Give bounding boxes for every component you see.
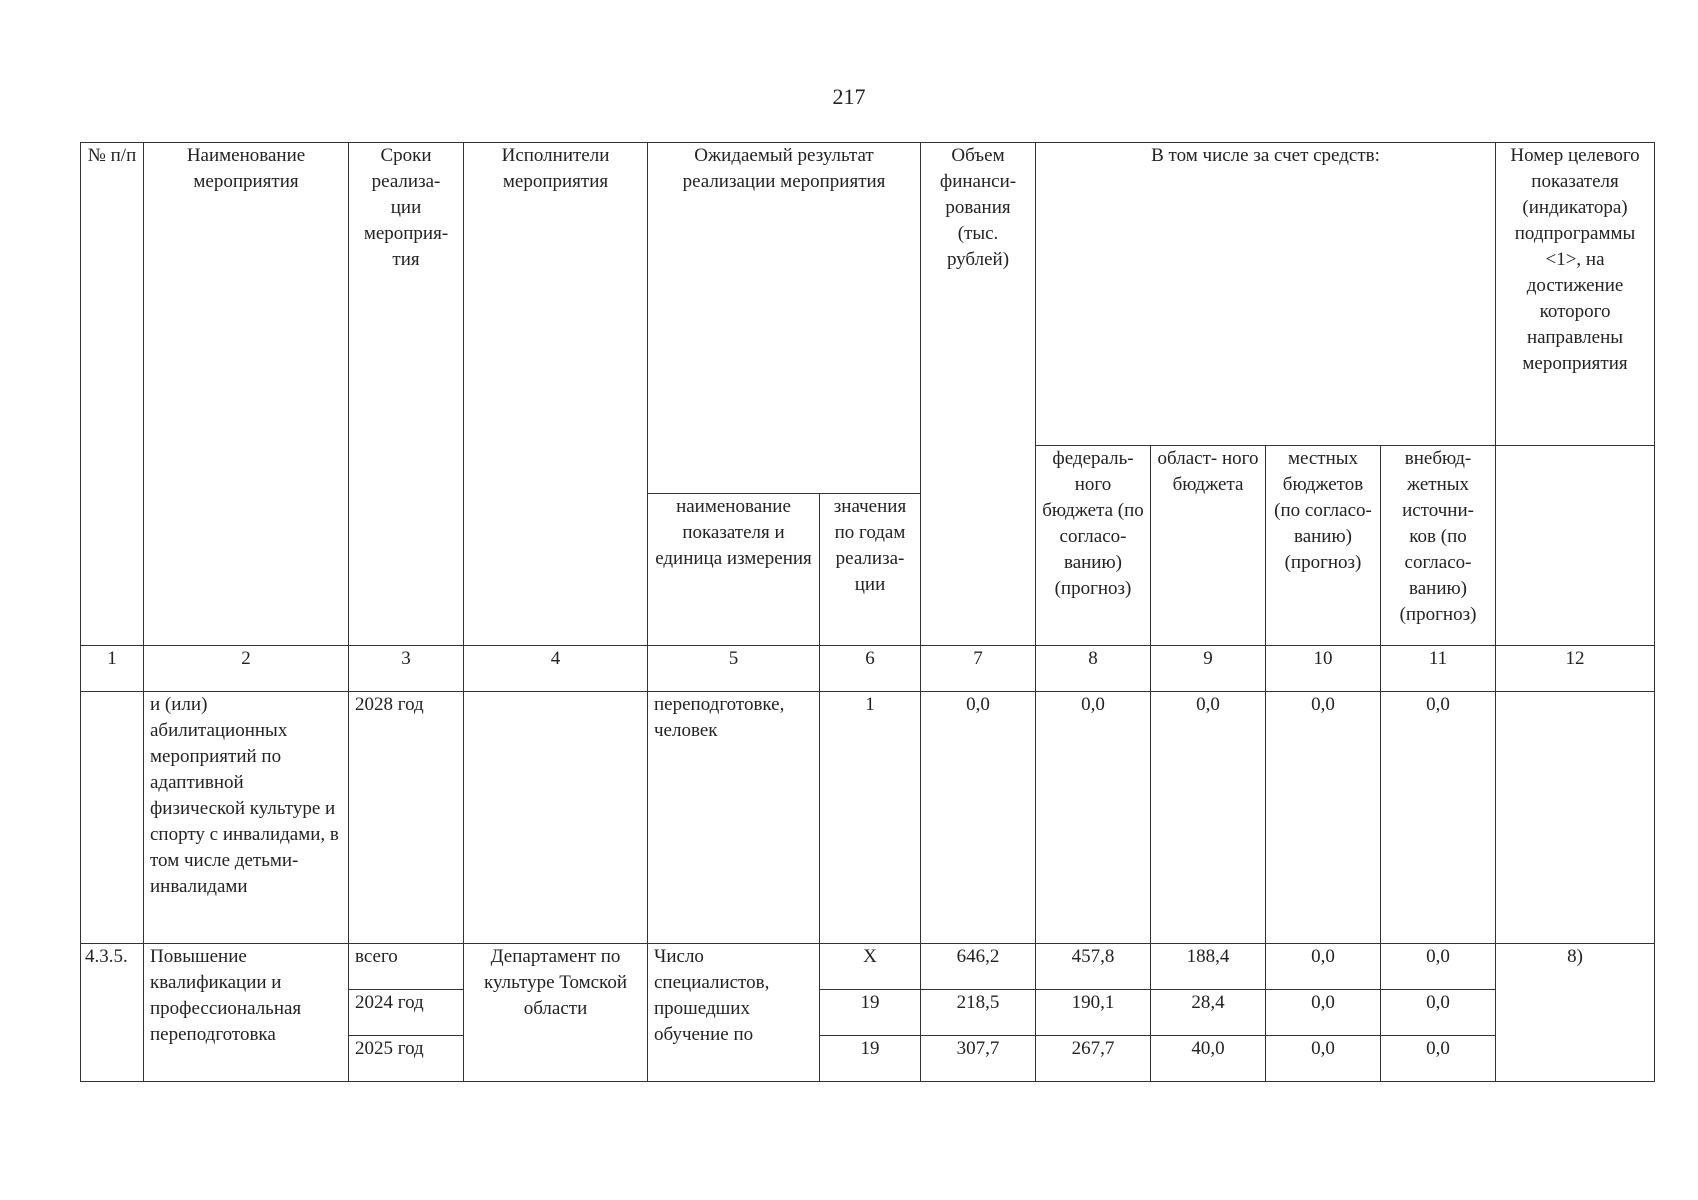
- item-local: 0,0: [1266, 944, 1381, 990]
- column-number: 8: [1036, 646, 1151, 692]
- item-term: 2025 год: [349, 1036, 464, 1082]
- header-volume: Объем финанси- рования (тыс. рублей): [921, 143, 1036, 646]
- item-no: 4.3.5.: [81, 944, 144, 1082]
- cont-federal: 0,0: [1036, 692, 1151, 944]
- item-extrabudget: 0,0: [1381, 990, 1496, 1036]
- header-target-empty: [1496, 446, 1655, 646]
- item-value: X: [820, 944, 921, 990]
- column-number: 2: [144, 646, 349, 692]
- item-target: 8): [1496, 944, 1655, 1082]
- item-regional: 188,4: [1151, 944, 1266, 990]
- item-volume: 307,7: [921, 1036, 1036, 1082]
- header-local: местных бюджетов (по согласо- ванию) (прогноз): [1266, 446, 1381, 646]
- item-volume: 218,5: [921, 990, 1036, 1036]
- item-regional: 28,4: [1151, 990, 1266, 1036]
- item-extrabudget: 0,0: [1381, 1036, 1496, 1082]
- item-executor: Департамент по культуре Томской области: [464, 944, 648, 1082]
- page-number: 217: [832, 84, 866, 109]
- cont-name: и (или) абилитационных мероприятий по адаптивной физической культуре и спорту с инвалидами, в том числе детьми- инвалидами: [144, 692, 349, 944]
- item-value: 19: [820, 990, 921, 1036]
- item-extrabudget: 0,0: [1381, 944, 1496, 990]
- item-local: 0,0: [1266, 1036, 1381, 1082]
- header-regional: област- ного бюджета: [1151, 446, 1266, 646]
- column-number: 4: [464, 646, 648, 692]
- header-no: № п/п: [81, 143, 144, 646]
- cont-no: [81, 692, 144, 944]
- column-numbers-row: [81, 646, 1655, 692]
- item-term: всего: [349, 944, 464, 990]
- cont-executor: [464, 692, 648, 944]
- column-number: 9: [1151, 646, 1266, 692]
- item-term: 2024 год: [349, 990, 464, 1036]
- item-regional: 40,0: [1151, 1036, 1266, 1082]
- item-name: Повышение квалификации и профессиональная переподготовка: [144, 944, 349, 1082]
- cont-local: 0,0: [1266, 692, 1381, 944]
- header-including: В том числе за счет средств:: [1036, 143, 1496, 446]
- column-number: 1: [81, 646, 144, 692]
- column-number: 7: [921, 646, 1036, 692]
- continuation-row: [81, 692, 1655, 944]
- item-volume: 646,2: [921, 944, 1036, 990]
- program-activities-table: [80, 142, 1655, 1082]
- header-federal: федераль- ного бюджета (по согласо- ванию) (прогноз): [1036, 446, 1151, 646]
- item-value: 19: [820, 1036, 921, 1082]
- cont-value: 1: [820, 692, 921, 944]
- cont-target: [1496, 692, 1655, 944]
- column-number: 5: [648, 646, 820, 692]
- item-federal: 267,7: [1036, 1036, 1151, 1082]
- item-local: 0,0: [1266, 990, 1381, 1036]
- cont-extrabudget: 0,0: [1381, 692, 1496, 944]
- cont-volume: 0,0: [921, 692, 1036, 944]
- column-number: 11: [1381, 646, 1496, 692]
- header-indicator-values: значения по годам реализа- ции: [820, 494, 921, 646]
- item-indicator: Число специалистов, прошедших обучение по: [648, 944, 820, 1082]
- item-federal: 457,8: [1036, 944, 1151, 990]
- column-number: 10: [1266, 646, 1381, 692]
- header-extrabudget: внебюд- жетных источни- ков (по согласо- ванию) (прогноз): [1381, 446, 1496, 646]
- header-target-number: Номер целевого показателя (индикатора) подпрограммы <1>, на достижение которого направлены мероприятия: [1496, 143, 1655, 446]
- column-number: 6: [820, 646, 921, 692]
- item-row-total: [81, 944, 1655, 990]
- item-federal: 190,1: [1036, 990, 1151, 1036]
- column-number: 3: [349, 646, 464, 692]
- header-name: Наименование мероприятия: [144, 143, 349, 646]
- cont-regional: 0,0: [1151, 692, 1266, 944]
- header-terms: Сроки реализа- ции мероприя- тия: [349, 143, 464, 646]
- cont-indicator: переподготовке, человек: [648, 692, 820, 944]
- column-number: 12: [1496, 646, 1655, 692]
- header-expected-result: Ожидаемый результат реализации мероприятия: [648, 143, 921, 494]
- header-row-1: [81, 143, 1655, 446]
- header-executors: Исполнители мероприятия: [464, 143, 648, 646]
- cont-term: 2028 год: [349, 692, 464, 944]
- header-indicator-name: наименование показателя и единица измерения: [648, 494, 820, 646]
